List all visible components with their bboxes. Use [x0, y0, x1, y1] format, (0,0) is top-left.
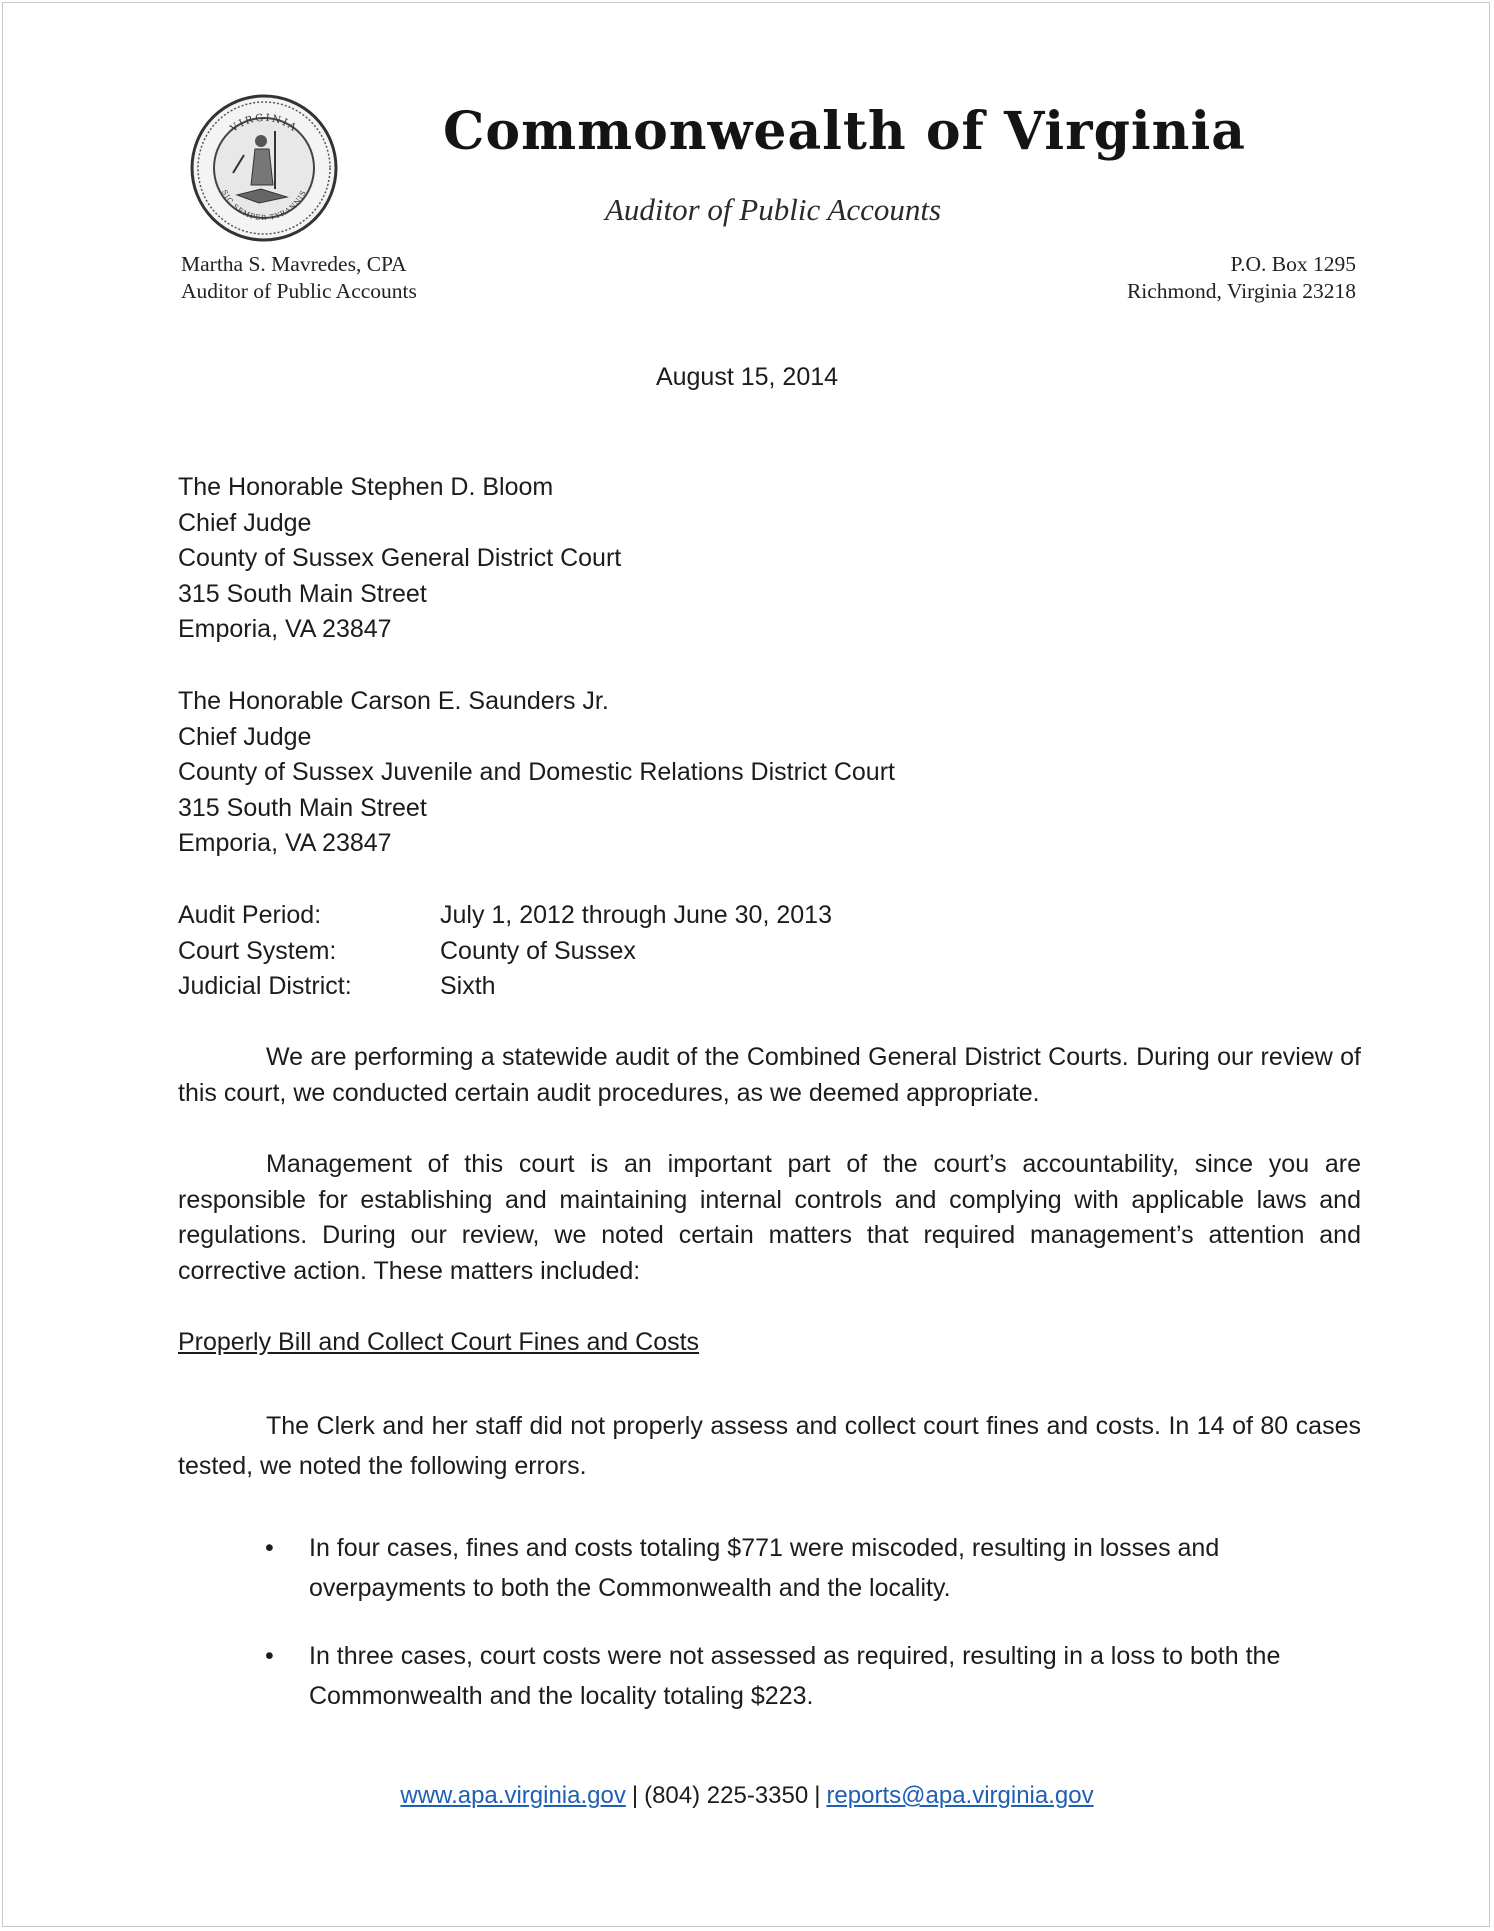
po-box: P.O. Box 1295	[1230, 252, 1356, 276]
audit-info-label: Audit Period:	[178, 901, 322, 929]
audit-info	[178, 898, 832, 1005]
footer-separator: |	[631, 1782, 639, 1809]
recipient-name: The Honorable Stephen D. Bloom	[178, 473, 554, 501]
bullet-icon: •	[265, 1642, 274, 1670]
seal-bottom-text: SIC SEMPER TYRANNIS	[220, 188, 308, 223]
paragraph-finding: The Clerk and her staff did not properly assess and collect court fines and costs. In 14 of 80 cases tested, we noted the following errors.	[178, 1412, 1361, 1480]
recipient-court: County of Sussex General District Court	[178, 544, 622, 572]
sender-role: Auditor of Public Accounts	[181, 279, 417, 303]
finding-heading: Properly Bill and Collect Court Fines and Costs	[178, 1328, 700, 1356]
audit-info-row	[178, 898, 832, 934]
recipient-title: Chief Judge	[178, 508, 312, 537]
list-item	[178, 1636, 1309, 1716]
recipient-name: The Honorable Carson E. Saunders Jr.	[178, 687, 609, 715]
paragraph-audit-scope: We are performing a statewide audit of the Combined General District Courts. During our review of this court, we conducted certain audit procedures, as we deemed appropriate.	[178, 1043, 1361, 1107]
recipient-block-2	[178, 684, 895, 862]
letterhead-title: Commonwealth of Virginia	[443, 101, 1246, 162]
finding-bullet-list	[178, 1528, 1361, 1744]
footer-separator: |	[814, 1782, 821, 1809]
seal-top-text: VIRGINIA	[228, 112, 300, 135]
list-item	[178, 1528, 1309, 1608]
recipient-title: Chief Judge	[178, 722, 312, 751]
sender-name: Martha S. Mavredes, CPA	[181, 252, 407, 276]
paragraph-management: Management of this court is an important part of the court’s accountability, since you are responsible for establishing and maintaining internal controls and complying with applicable laws and regulations. During our review, we noted certain matters that required management’s attention and corrective action. These matters included:	[178, 1150, 1361, 1285]
audit-info-value: County of Sussex	[440, 936, 636, 965]
letterhead-address	[1127, 251, 1356, 305]
letterhead-sender	[181, 251, 417, 305]
audit-info-label: Court System:	[178, 936, 337, 965]
letter-date: August 15, 2014	[655, 363, 839, 391]
audit-info-value: July 1, 2012 through June 30, 2013	[440, 901, 832, 929]
bullet-icon: •	[265, 1534, 274, 1562]
recipient-court: County of Sussex Juvenile and Domestic Relations District Court	[178, 758, 895, 786]
recipient-block-1	[178, 470, 621, 648]
recipient-city: Emporia, VA 23847	[178, 829, 392, 857]
recipient-street: 315 South Main Street	[178, 793, 427, 822]
virginia-seal-icon	[189, 93, 339, 243]
website-link[interactable]: www.apa.virginia.gov	[400, 1782, 626, 1809]
letter-footer	[0, 1782, 1494, 1810]
audit-info-label: Judicial District:	[178, 972, 352, 1000]
recipient-street: 315 South Main Street	[178, 579, 427, 608]
footer-phone: (804) 225-3350	[644, 1782, 809, 1809]
email-link[interactable]: reports@apa.virginia.gov	[826, 1782, 1094, 1809]
city-state-zip: Richmond, Virginia 23218	[1126, 279, 1356, 303]
recipient-city: Emporia, VA 23847	[178, 615, 392, 643]
audit-info-row	[178, 969, 832, 1005]
bullet-text: In three cases, court costs were not assessed as required, resulting in a loss to both the Commonwealth and the locality totaling $223.	[309, 1642, 1281, 1710]
audit-info-value: Sixth	[440, 972, 496, 1000]
letterhead-subtitle: Auditor of Public Accounts	[604, 192, 942, 227]
audit-info-row	[178, 934, 832, 970]
bullet-text: In four cases, fines and costs totaling $771 were miscoded, resulting in losses and overpayments to both the Commonwealth and the locality.	[309, 1534, 1220, 1602]
